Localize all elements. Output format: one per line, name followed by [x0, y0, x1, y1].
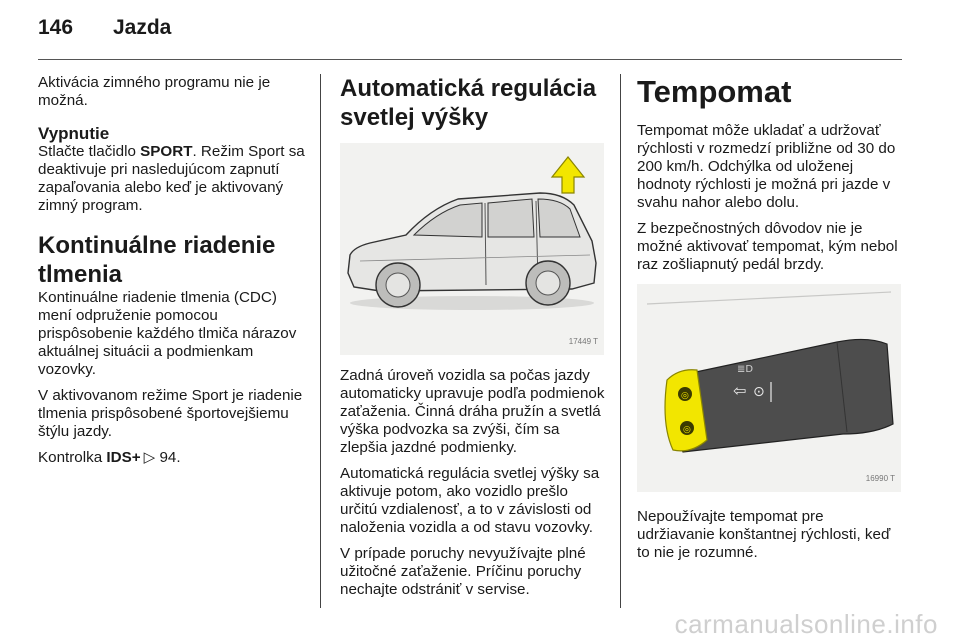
- page-reference[interactable]: 94.: [155, 449, 181, 466]
- height-regulation-paragraph-1: Zadná úroveň vozidla sa počas jazdy automaticky upravuje podľa podmienok zaťaženia. Činná dráha pružín a svetlá výška podvozka sa zvýši, čím sa zlepšia jazdné podmienky.: [340, 367, 605, 456]
- height-regulation-heading: Automatická regulácia svetlej výšky: [340, 75, 597, 131]
- page-title: Jazda: [113, 16, 172, 39]
- column-divider-2: [620, 74, 621, 608]
- column-1: [38, 74, 306, 475]
- tempomat-paragraph-3: Nepoužívajte tempomat pre udržiavanie konštantnej rýchlosti, keď to nie je rozumné.: [637, 508, 891, 561]
- cdc-paragraph-2: V aktivovanom režime Sport je riadenie tlmenia prispôsobené športovejšiemu štýlu jazdy.: [38, 387, 303, 440]
- cdc-heading: Kontinuálne riadenie tlmenia: [38, 232, 276, 288]
- vypnutie-text-a: Stlačte tlačidlo: [38, 143, 141, 160]
- cruise-control-lever-illustration: [637, 284, 901, 492]
- kontrolka-label: Kontrolka: [38, 449, 107, 466]
- svg-text:≣D: ≣D: [737, 364, 754, 375]
- cdc-paragraph-3: [38, 449, 306, 467]
- page-number: 146: [38, 16, 74, 39]
- svg-text:⊙: ⊙: [753, 384, 765, 400]
- sport-button-label: SPORT: [140, 143, 193, 160]
- vypnutie-text: [38, 143, 306, 215]
- cdc-paragraph-1: Kontinuálne riadenie tlmenia (CDC) mení odpruženie pomocou prispôsobenie každého tlmiča nárazov aktuálnej situácii a podmienkam vozovky.: [38, 289, 297, 378]
- vypnutie-text-b: . Režim Sport sa deaktivuje pri nasledujúcom zapnutí zapaľovania alebo keď je aktivovaný zimný program.: [38, 143, 305, 214]
- tempomat-paragraph-2: Z bezpečnostných dôvodov nie je možné aktivovať tempomat, kým nebol raz zošliapnutý pedál brzdy.: [637, 220, 898, 273]
- svg-text:◎: ◎: [681, 391, 689, 401]
- header-rule: [38, 59, 902, 60]
- ids-plus-label: IDS+: [106, 449, 141, 466]
- svg-text:◎: ◎: [683, 425, 691, 435]
- height-regulation-paragraph-3: V prípade poruchy nevyužívajte plné užitočné zaťaženie. Príčinu poruchy nechajte odstrániť v servise.: [340, 545, 586, 598]
- intro-text: Aktivácia zimného programu nie je možná.: [38, 74, 271, 109]
- tempomat-heading: Tempomat: [637, 74, 792, 109]
- column-2: [340, 74, 606, 607]
- column-3: [637, 74, 901, 570]
- vypnutie-heading: Vypnutie: [38, 124, 110, 143]
- figure-code: 16990 T: [865, 474, 895, 483]
- reference-arrow-icon: ▷: [143, 449, 156, 466]
- figure-code: 17449 T: [568, 337, 598, 346]
- cruise-control-figure: [637, 284, 901, 492]
- tempomat-paragraph-1: Tempomat môže ukladať a udržovať rýchlosti v rozmedzí približne od 30 do 200 km/h. Odchýlka od uloženej hodnoty rýchlosti je možná pri jazde v svahu nahor alebo dolu.: [637, 122, 896, 211]
- car-side-illustration: [340, 143, 604, 355]
- car-figure: [340, 143, 604, 355]
- watermark: carmanualsonline.info: [674, 609, 938, 639]
- height-regulation-paragraph-2: Automatická regulácia svetlej výšky sa aktivuje potom, ako vozidlo prešlo určitú vzdialenosť, a to v závislosti od naloženia vozidla a od stavu vozovky.: [340, 465, 600, 536]
- svg-text:⇦: ⇦: [733, 381, 747, 400]
- column-divider-1: [320, 74, 321, 608]
